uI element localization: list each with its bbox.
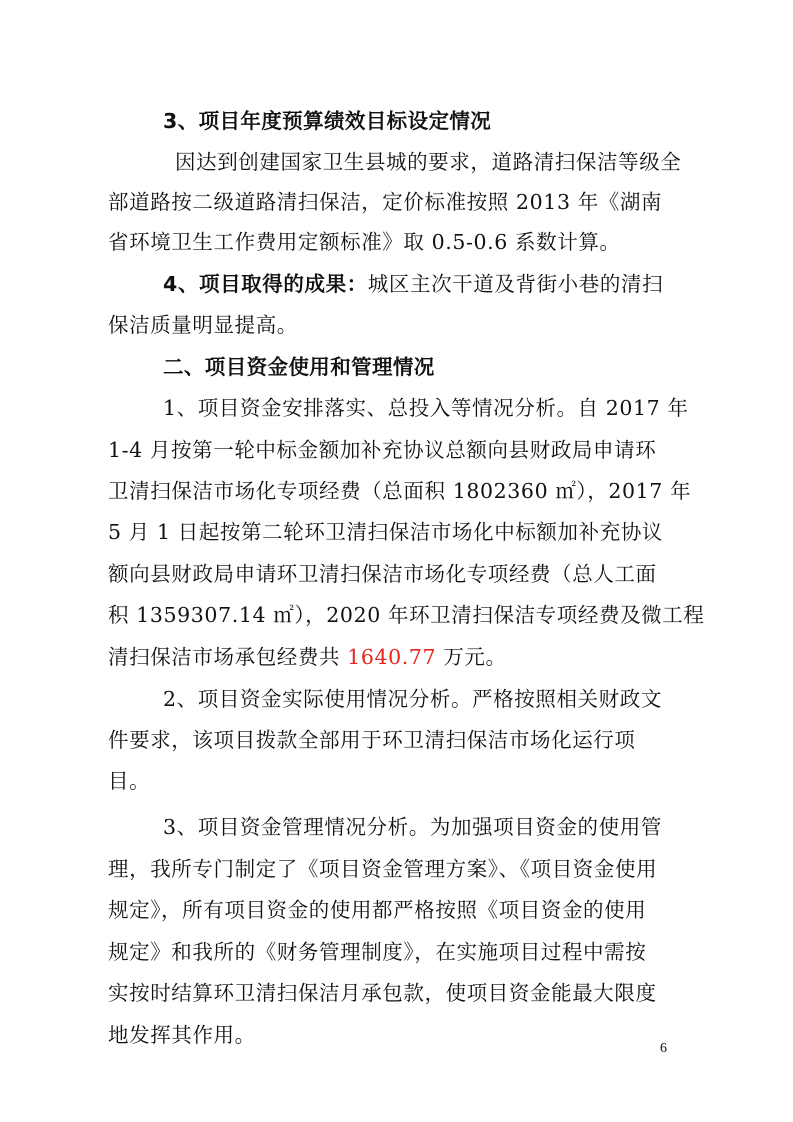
para-1-last-suffix: 万元。 [436, 645, 507, 669]
para-1-line-4: 5 月 1 日起按第二轮环卫清扫保洁市场化中标额加补充协议 [108, 520, 664, 544]
section-3-line-2: 部道路按二级道路清扫保洁，定价标准按照 2013 年《湖南 [108, 190, 663, 214]
part-2-heading: 二、项目资金使用和管理情况 [163, 355, 435, 379]
section-4-line-1 [163, 270, 663, 298]
para-2-line-2: 件要求，该项目拨款全部用于环卫清扫保洁市场化运行项 [108, 728, 636, 752]
para-1-last-prefix: 清扫保洁市场承包经费共 [108, 645, 348, 669]
para-2-line-1: 2、项目资金实际使用情况分析。严格按照相关财政文 [163, 687, 662, 711]
para-1-line-7 [108, 643, 507, 671]
para-3-line-6: 地发挥其作用。 [108, 1023, 256, 1047]
para-3-line-2: 理，我所专门制定了《项目资金管理方案》、《项目资金使用 [108, 857, 658, 881]
section-3-heading: 3、项目年度预算绩效目标设定情况 [163, 109, 492, 133]
section-3-line-3: 省环境卫生工作费用定额标准》取 0.5-0.6 系数计算。 [108, 230, 621, 254]
total-amount-highlight: 1640.77 [347, 645, 437, 669]
para-1-line-2: 1-4 月按第一轮中标金额加补充协议总额向县财政局申请环 [108, 438, 657, 462]
section-4-label: 4、项目取得的成果： [163, 272, 368, 296]
para-1-line-1: 1、项目资金安排落实、总投入等情况分析。自 2017 年 [163, 396, 689, 420]
section-4-text: 城区主次干道及背街小巷的清扫 [367, 272, 664, 296]
para-3-line-4: 规定》和我所的《财务管理制度》，在实施项目过程中需按 [108, 940, 647, 964]
para-1-line-6: 积 1359307.14 ㎡），2020 年环卫清扫保洁专项经费及微工程 [108, 603, 705, 627]
para-2-line-3: 目。 [108, 769, 151, 793]
page-number: 6 [660, 1041, 667, 1056]
section-3-line-1: 因达到创建国家卫生县城的要求，道路清扫保洁等级全 [175, 150, 682, 174]
para-3-line-1: 3、项目资金管理情况分析。为加强项目资金的使用管 [163, 815, 662, 839]
para-3-line-3: 规定》，所有项目资金的使用都严格按照《项目资金的使用 [108, 898, 647, 922]
para-1-line-3: 卫清扫保洁市场化专项经费（总面积 1802360 ㎡），2017 年 [108, 479, 692, 503]
section-4-line-2: 保洁质量明显提高。 [108, 313, 298, 337]
para-1-line-5: 额向县财政局申请环卫清扫保洁市场化专项经费（总人工面 [108, 562, 657, 586]
para-3-line-5: 实按时结算环卫清扫保洁月承包款，使项目资金能最大限度 [108, 981, 657, 1005]
